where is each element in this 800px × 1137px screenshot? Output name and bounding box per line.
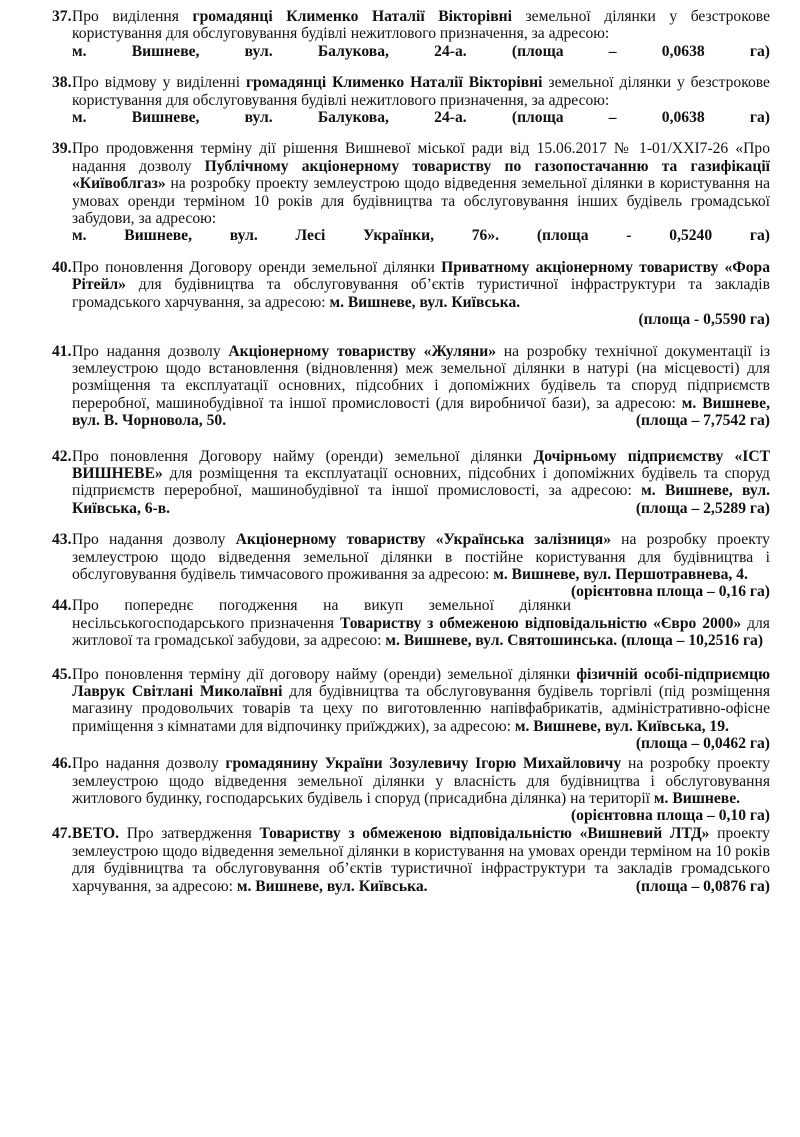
list-item-44: [52, 597, 770, 649]
list-item-42: [52, 448, 770, 518]
item-area: (площа - 0,5240 га): [536, 227, 771, 245]
item-area: (орієнтовна площа – 0,10 га): [570, 807, 770, 825]
item-area: (площа – 7,7542 га): [635, 412, 770, 430]
item-number: 47.: [52, 825, 72, 843]
item-area: (орієнтовна площа – 0,16 га): [570, 583, 770, 601]
item-recipient: громадянці Клименко Наталії Вікторівні: [192, 8, 512, 25]
item-text: Про відмову у виділенні: [72, 74, 246, 92]
item-number: 46.: [52, 755, 72, 773]
item-text: на розробку проекту землеустрою щодо відведення земельної ділянки в постійне користування для будівництва і обслуговування будівель тимчасового проживання за адресою:: [72, 531, 770, 583]
item-text: Про виділення: [72, 8, 193, 25]
list-item-43: [52, 531, 770, 601]
item-text: проекту землеустрою щодо відведення земельної ділянки в користування на умовах оренди терміном на 10 років для будівництва та обслуговування об’єктів туристичної інфраструктури та закладів громадського харчування, за адресою:: [72, 825, 770, 895]
item-text: Про продовження терміну дії рішення Вишневої міської ради від 15.06.2017 № 1-01/XXI7-26 «Про надання дозволу: [72, 140, 770, 175]
item-text: на розробку технічної документації із землеустрою щодо встановлення (відновлення) меж земельної ділянки в натурі (на місцевості) для розміщення та експлуатації основних, підсобних і допоміжних будівель та споруд підприємств переробної, машинобудівної та іншої промисловості (для виробничої бази), за адресою:: [72, 342, 770, 412]
item-text: для будівництва та обслуговування будівель торгівлі (під розміщення магазину продовольчих товарів та цеху по виготовленню напівфабрикатів, адміністративно-офісне приміщення з кімнатами для відпочинку приїжджих), за адресою:: [72, 683, 770, 735]
item-area: (площа - 0,5590 га): [638, 311, 770, 329]
item-address: м. Вишневе, вул. Київська, 19.: [514, 717, 729, 735]
item-recipient: Публічному акціонерному товариству по газопостачанню та газифікації «Київоблгаз»: [72, 157, 770, 193]
item-text: Про надання дозволу: [72, 755, 226, 773]
item-number: 37.: [52, 8, 72, 25]
item-area: (площа – 2,5289 га): [635, 499, 770, 517]
item-recipient: Акціонерному товариству «Українська залізниця»: [235, 531, 612, 549]
list-item-40: [52, 259, 770, 329]
list-item-39: [52, 140, 770, 244]
item-number: 42.: [52, 447, 72, 465]
list-item-45: [52, 665, 770, 753]
item-recipient: Товариству з обмеженою відповідальністю «Вишневий ЛТД»: [259, 825, 710, 843]
item-text: земельної ділянки у безстрокове користування для обслуговування будівлі нежитлового призначення, за адресою:: [72, 8, 770, 43]
item-text: Про поновлення терміну дії договору найму (оренди) земельної ділянки: [72, 665, 577, 683]
item-text: Про попереднє погодження на викуп земельної ділянки несільськогосподарського призначення: [72, 597, 571, 632]
list-item-37: [52, 8, 770, 60]
item-address-line: [72, 43, 770, 60]
item-address: м. Вишневе, вул. Балукова, 24-а.: [72, 42, 467, 60]
item-text: Про поновлення Договору оренди земельної ділянки: [72, 258, 442, 276]
item-address: м. Вишневе, вул. Київська, 6-в.: [72, 482, 770, 517]
item-recipient: Приватному акціонерному товариству «Фора Рітейл»: [72, 258, 771, 294]
list-item-46: [52, 755, 770, 825]
item-area-line: [72, 311, 770, 328]
item-address: м. Вишневе, вул. Святошинська.: [385, 632, 618, 650]
item-area: (площа – 0,0638 га): [511, 42, 770, 60]
item-text: Про затвердження: [119, 825, 260, 843]
list-item-38: [52, 74, 770, 126]
item-number: 40.: [52, 258, 72, 276]
item-address-line: [72, 227, 770, 244]
item-text: на розробку проекту землеустрою щодо відведення земельної ділянки у власність для будівництва і обслуговування житлового будинку, господарських будівель і споруд (присадибна ділянка) на території: [72, 755, 770, 808]
item-recipient: фізичній особі-підприємцю Лаврук Світлані Миколаївні: [72, 665, 770, 700]
item-area: (площа – 0,0876 га): [635, 877, 770, 895]
item-number: 38.: [52, 74, 72, 92]
item-recipient: Дочірньому підприємству «ІСТ ВИШНЕВЕ»: [72, 447, 770, 482]
item-area: (площа – 0,0638 га): [511, 109, 770, 127]
veto-label: ВЕТО.: [72, 825, 120, 843]
item-address: м. Вишневе, вул. В. Чорновола, 50.: [72, 394, 770, 430]
item-area: (площа – 0,0462 га): [635, 735, 770, 753]
item-address: м. Вишневе, вул. Київська.: [329, 293, 521, 311]
item-text: для розміщення та експлуатації основних, підсобних і допоміжних будівель та споруд підприємств переробної, машинобудівної та іншої промисловості, за адресою:: [72, 464, 770, 500]
item-text: Про надання дозволу: [72, 531, 236, 549]
list-item-47: [52, 825, 770, 895]
item-recipient: Товариству з обмеженою відповідальністю «Євро 2000»: [340, 614, 742, 632]
item-address: м. Вишневе, вул. Лесі Українки, 76».: [72, 227, 500, 245]
item-recipient: Акціонерному товариству «Жуляни»: [228, 342, 497, 360]
item-number: 41.: [52, 342, 72, 360]
item-number: 39.: [52, 140, 72, 158]
item-number: 45.: [52, 665, 72, 683]
item-number: 43.: [52, 531, 72, 549]
item-text: на розробку проекту землеустрою щодо відведення земельної ділянки в користування на умовах оренди терміном 10 років для будівництва та обслуговування інших будівель громадської забудови, за адресою:: [72, 175, 770, 228]
item-text: Про надання дозволу: [72, 342, 229, 360]
list-item-41: [52, 343, 770, 430]
item-text: земельної ділянки у безстрокове користування для обслуговування будівлі нежитлового призначення, за адресою:: [72, 74, 770, 109]
item-address: м. Вишневе, вул. Першотравнева, 4.: [493, 565, 748, 583]
item-number: 44.: [52, 597, 72, 615]
item-text: для житлової та громадської забудови, за адресою:: [72, 614, 770, 650]
item-address-line: [72, 109, 770, 126]
item-text: Про поновлення Договору найму (оренди) земельної ділянки: [72, 447, 534, 465]
item-recipient: громадянину України Зозулевичу Ігорю Михайловичу: [225, 755, 622, 773]
item-area: (площа – 10,2516 га): [621, 632, 764, 650]
item-address: м. Вишневе, вул. Київська.: [236, 877, 428, 895]
item-address: м. Вишневе, вул. Балукова, 24-а.: [72, 109, 467, 127]
item-text: для будівництва та обслуговування об’єктів туристичної інфраструктури та закладів громадського харчування, за адресою:: [72, 276, 770, 311]
item-recipient: громадянці Клименко Наталії Вікторівні: [245, 74, 543, 92]
item-address: м. Вишневе.: [653, 790, 741, 808]
